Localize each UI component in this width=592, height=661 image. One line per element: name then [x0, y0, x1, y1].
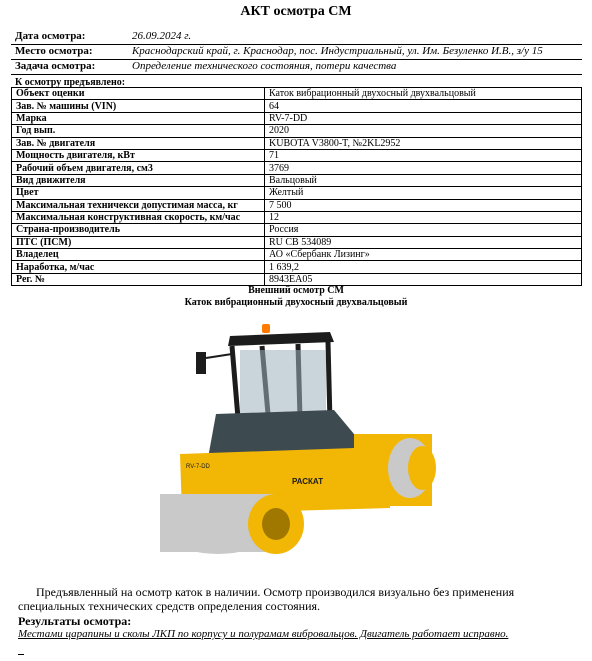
spec-value: 71	[265, 149, 582, 161]
spec-key: Страна-производитель	[12, 224, 265, 236]
inspection-paragraph	[18, 585, 578, 613]
spec-key: Зав. № машины (VIN)	[12, 100, 265, 112]
table-row	[12, 88, 582, 100]
spec-key: Максимальная конструктивная скорость, км/час	[12, 211, 265, 223]
spec-value: KUBOTA V3800-T, №2KL2952	[265, 137, 582, 149]
results-text: Местами царапины и сколы ЛКП по корпусу и полурамам вибровальцов. Двигатель работает исправно.	[18, 628, 509, 640]
spec-value: 12	[265, 211, 582, 223]
external-heading: Внешний осмотр СМ	[248, 285, 344, 296]
spec-value: 2020	[265, 125, 582, 137]
table-row	[12, 174, 582, 186]
table-row	[12, 162, 582, 174]
spec-value: Вальцовый	[265, 174, 582, 186]
spec-key: Рабочий объем двигателя, см3	[12, 162, 265, 174]
table-row	[12, 187, 582, 199]
table-row	[12, 236, 582, 248]
spec-key: Вид движителя	[12, 174, 265, 186]
cab-glass	[240, 350, 326, 414]
meta-label: Место осмотра:	[15, 45, 93, 57]
spec-value: 3769	[265, 162, 582, 174]
document-title: АКТ осмотра СМ	[240, 4, 352, 19]
paragraph-text: Предъявленный на осмотр каток в наличии. Осмотр производился визуально без применения специальных технических средств определения состояния.	[18, 585, 515, 613]
external-subheading: Каток вибрационный двухосный двухвальцовый	[184, 297, 408, 308]
meta-value: Определение технического состояния, потери качества	[132, 60, 397, 72]
spec-value: Россия	[265, 224, 582, 236]
spec-section-label: К осмотру предъявлено:	[15, 77, 126, 88]
meta-row-date	[11, 30, 582, 45]
table-row	[12, 211, 582, 223]
table-row	[12, 224, 582, 236]
table-row	[12, 261, 582, 273]
roller-photo	[158, 318, 438, 568]
spec-key: Год вып.	[12, 125, 265, 137]
spec-key: Цвет	[12, 187, 265, 199]
spec-key: Зав. № двигателя	[12, 137, 265, 149]
table-row	[12, 125, 582, 137]
spec-value: Каток вибрационный двухосный двухвальцовый	[265, 88, 582, 100]
spec-key: Марка	[12, 112, 265, 124]
meta-row-task	[11, 60, 582, 75]
cab-roof	[228, 332, 334, 346]
meta-label: Задача осмотра:	[15, 60, 96, 72]
spec-key: ПТС (ПСМ)	[12, 236, 265, 248]
beacon-icon	[262, 324, 270, 333]
spec-key: Рег. №	[12, 273, 265, 285]
mirror-icon	[196, 352, 206, 374]
meta-value: 26.09.2024 г.	[132, 30, 192, 42]
spec-value: 64	[265, 100, 582, 112]
table-row	[12, 249, 582, 261]
spec-key: Наработка, м/час	[12, 261, 265, 273]
spec-value: 8943ЕА05	[265, 273, 582, 285]
table-row	[12, 199, 582, 211]
table-row	[12, 149, 582, 161]
table-row	[12, 137, 582, 149]
spec-value: АО «Сбербанк Лизинг»	[265, 249, 582, 261]
spec-table	[11, 87, 582, 286]
brand-label: РАСКАТ	[292, 477, 324, 486]
trailing-dash	[18, 654, 24, 655]
spec-value: RU CB 534089	[265, 236, 582, 248]
spec-key: Объект оценки	[12, 88, 265, 100]
spec-value: 7 500	[265, 199, 582, 211]
spec-value: 1 639,2	[265, 261, 582, 273]
spec-key: Максимальная техничекси допустимая масса, кг	[12, 199, 265, 211]
table-row	[12, 100, 582, 112]
table-row	[12, 273, 582, 285]
spec-value: RV-7-DD	[265, 112, 582, 124]
spec-key: Владелец	[12, 249, 265, 261]
table-row	[12, 112, 582, 124]
spec-key: Мощность двигателя, кВт	[12, 149, 265, 161]
meta-block	[11, 30, 582, 75]
model-plate: RV-7-DD	[186, 464, 210, 470]
meta-value: Краснодарский край, г. Краснодар, пос. Индустриальный, ул. Им. Безуленко И.В., з/у 15	[132, 45, 543, 57]
results-title: Результаты осмотра:	[18, 614, 132, 628]
meta-row-place	[11, 45, 582, 60]
meta-label: Дата осмотра:	[15, 30, 86, 42]
spec-value: Желтый	[265, 187, 582, 199]
